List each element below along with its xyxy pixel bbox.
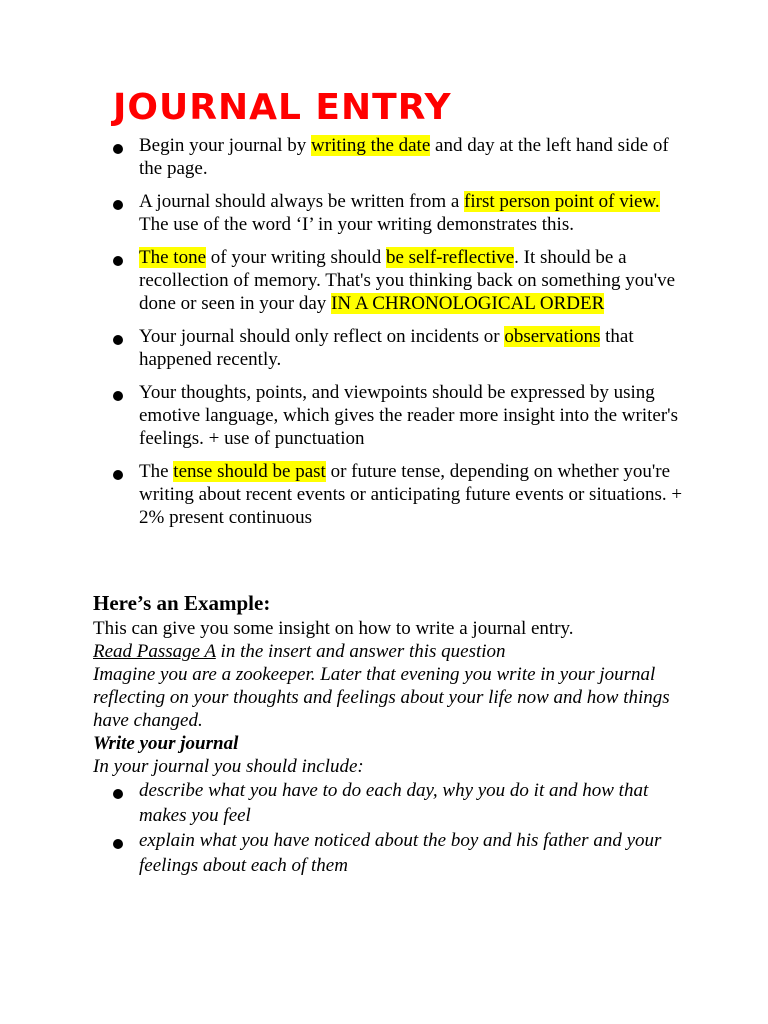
- highlighted-text: be self-reflective: [385, 247, 515, 268]
- include-list: [113, 778, 693, 878]
- read-instruction-rest: in the insert and answer this question: [215, 641, 506, 662]
- item-text: and day at the left hand side of the page.: [139, 135, 669, 179]
- example-heading: Here’s an Example:: [93, 591, 271, 615]
- bullet-icon: [113, 789, 123, 799]
- item-text: The use of the word ‘I’ in your writing demonstrates this.: [139, 214, 574, 235]
- read-passage-link: Read Passage A: [93, 641, 216, 662]
- highlighted-text: observations: [504, 326, 601, 347]
- guideline-item: [113, 134, 693, 180]
- example-intro: This can give you some insight on how to write a journal entry.: [93, 618, 574, 639]
- include-item-text: describe what you have to do each day, why you do it and how that makes you feel: [139, 780, 649, 826]
- page-title: JOURNAL ENTRY: [113, 87, 452, 128]
- guideline-item: [113, 246, 693, 315]
- item-text: Your thoughts, points, and viewpoints should be expressed by using emotive language, which gives the reader more insight into the writer's feelings. + use of punctuation: [139, 382, 678, 449]
- highlighted-text: tense should be past: [173, 461, 326, 482]
- guideline-item: [113, 190, 693, 236]
- guideline-list: [113, 134, 693, 529]
- bullet-icon: [113, 256, 123, 266]
- item-text: A journal should always be written from a: [139, 191, 465, 212]
- item-text: that happened recently.: [139, 326, 634, 370]
- include-item-text: explain what you have noticed about the boy and his father and your feelings about each of them: [139, 830, 662, 876]
- bullet-icon: [113, 391, 123, 401]
- include-item: [113, 778, 693, 828]
- bullet-icon: [113, 144, 123, 154]
- item-text: . It should be a recollection of memory. That's you thinking back on something you've done or seen in your day: [139, 247, 676, 314]
- item-text: or future tense, depending on whether you're writing about recent events or anticipating future events or situations. + 2% present continuous: [139, 461, 683, 528]
- bullet-icon: [113, 335, 123, 345]
- bullet-icon: [113, 200, 123, 210]
- highlighted-text: writing the date: [311, 135, 431, 156]
- guideline-item: [113, 460, 693, 529]
- example-prompt: Imagine you are a zookeeper. Later that evening you write in your journal reflecting on your thoughts and feelings about your life now and how things have changed.: [93, 664, 670, 731]
- read-instruction: [93, 640, 693, 663]
- highlighted-text: The tone: [139, 247, 207, 268]
- write-journal-heading: Write your journal: [93, 733, 239, 754]
- include-item: [113, 828, 693, 878]
- item-text: The: [139, 461, 174, 482]
- bullet-icon: [113, 839, 123, 849]
- item-text: of your writing should: [206, 247, 386, 268]
- guideline-item: [113, 325, 693, 371]
- highlighted-text: IN A CHRONOLOGICAL ORDER: [331, 293, 605, 314]
- guideline-item: [113, 381, 693, 450]
- example-section: [93, 617, 693, 778]
- bullet-icon: [113, 470, 123, 480]
- highlighted-text: first person point of view.: [464, 191, 660, 212]
- include-label: In your journal you should include:: [93, 756, 364, 777]
- item-text: Begin your journal by: [139, 135, 312, 156]
- item-text: Your journal should only reflect on incidents or: [139, 326, 505, 347]
